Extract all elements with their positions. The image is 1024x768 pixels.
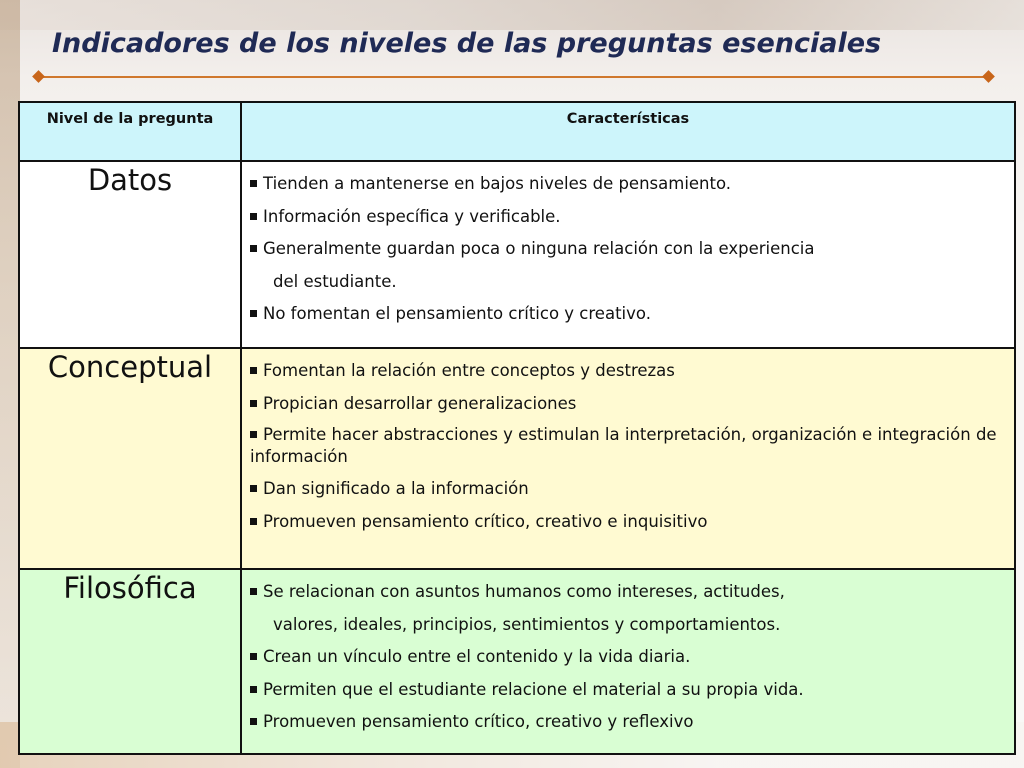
bullet-icon	[250, 718, 257, 725]
bullet-icon	[250, 180, 257, 187]
background-top-band	[0, 0, 1024, 30]
bullet-icon	[250, 431, 257, 438]
right-diamond-icon	[982, 70, 995, 83]
table-row-conceptual	[19, 348, 1015, 569]
list-item-continuation: del estudiante.	[273, 271, 397, 291]
list-item: Promueven pensamiento crítico, creativo y reflexivo	[250, 706, 1006, 739]
list-item: No fomentan el pensamiento crítico y creativo.	[250, 298, 1006, 331]
level-filosofica: Filosófica	[19, 569, 241, 754]
list-item-continuation: valores, ideales, principios, sentimientos y comportamientos.	[273, 614, 781, 634]
bullet-icon	[250, 588, 257, 595]
bullet-icon	[250, 213, 257, 220]
bullet-icon	[250, 245, 257, 252]
list-item: Generalmente guardan poca o ninguna relación con la experiencia	[250, 233, 1006, 266]
indicators-table	[18, 101, 1016, 755]
characteristics-filosofica	[241, 569, 1015, 754]
header-characteristics: Características	[241, 102, 1015, 161]
list-item: Se relacionan con asuntos humanos como intereses, actitudes,	[250, 576, 1006, 609]
list-item: Tienden a mantenerse en bajos niveles de pensamiento.	[250, 168, 1006, 201]
bullet-icon	[250, 518, 257, 525]
bullet-icon	[250, 310, 257, 317]
characteristics-datos	[241, 161, 1015, 348]
background-left-strip	[0, 0, 20, 768]
header-level: Nivel de la pregunta	[19, 102, 241, 161]
list-item: Crean un vínculo entre el contenido y la vida diaria.	[250, 641, 1006, 674]
table-row-filosofica	[19, 569, 1015, 754]
bullet-icon	[250, 653, 257, 660]
characteristics-conceptual	[241, 348, 1015, 569]
slide-title: Indicadores de los niveles de las preguntas esenciales	[52, 28, 882, 59]
list-item: Fomentan la relación entre conceptos y destrezas	[250, 355, 1006, 388]
bullet-icon	[250, 367, 257, 374]
list-item: Promueven pensamiento crítico, creativo e inquisitivo	[250, 506, 1006, 539]
list-item: Permite hacer abstracciones y estimulan la interpretación, organización e integración de información	[250, 425, 997, 466]
list-item: Propician desarrollar generalizaciones	[250, 388, 1006, 421]
title-underline	[38, 76, 990, 78]
left-diamond-icon	[32, 70, 45, 83]
bullet-icon	[250, 485, 257, 492]
bullet-icon	[250, 686, 257, 693]
list-item: Permiten que el estudiante relacione el material a su propia vida.	[250, 674, 1006, 707]
table-header-row	[19, 102, 1015, 161]
list-item: Dan significado a la información	[250, 473, 1006, 506]
table-row-datos	[19, 161, 1015, 348]
level-datos: Datos	[19, 161, 241, 348]
bullet-icon	[250, 400, 257, 407]
list-item: Información específica y verificable.	[250, 201, 1006, 234]
level-conceptual: Conceptual	[19, 348, 241, 569]
